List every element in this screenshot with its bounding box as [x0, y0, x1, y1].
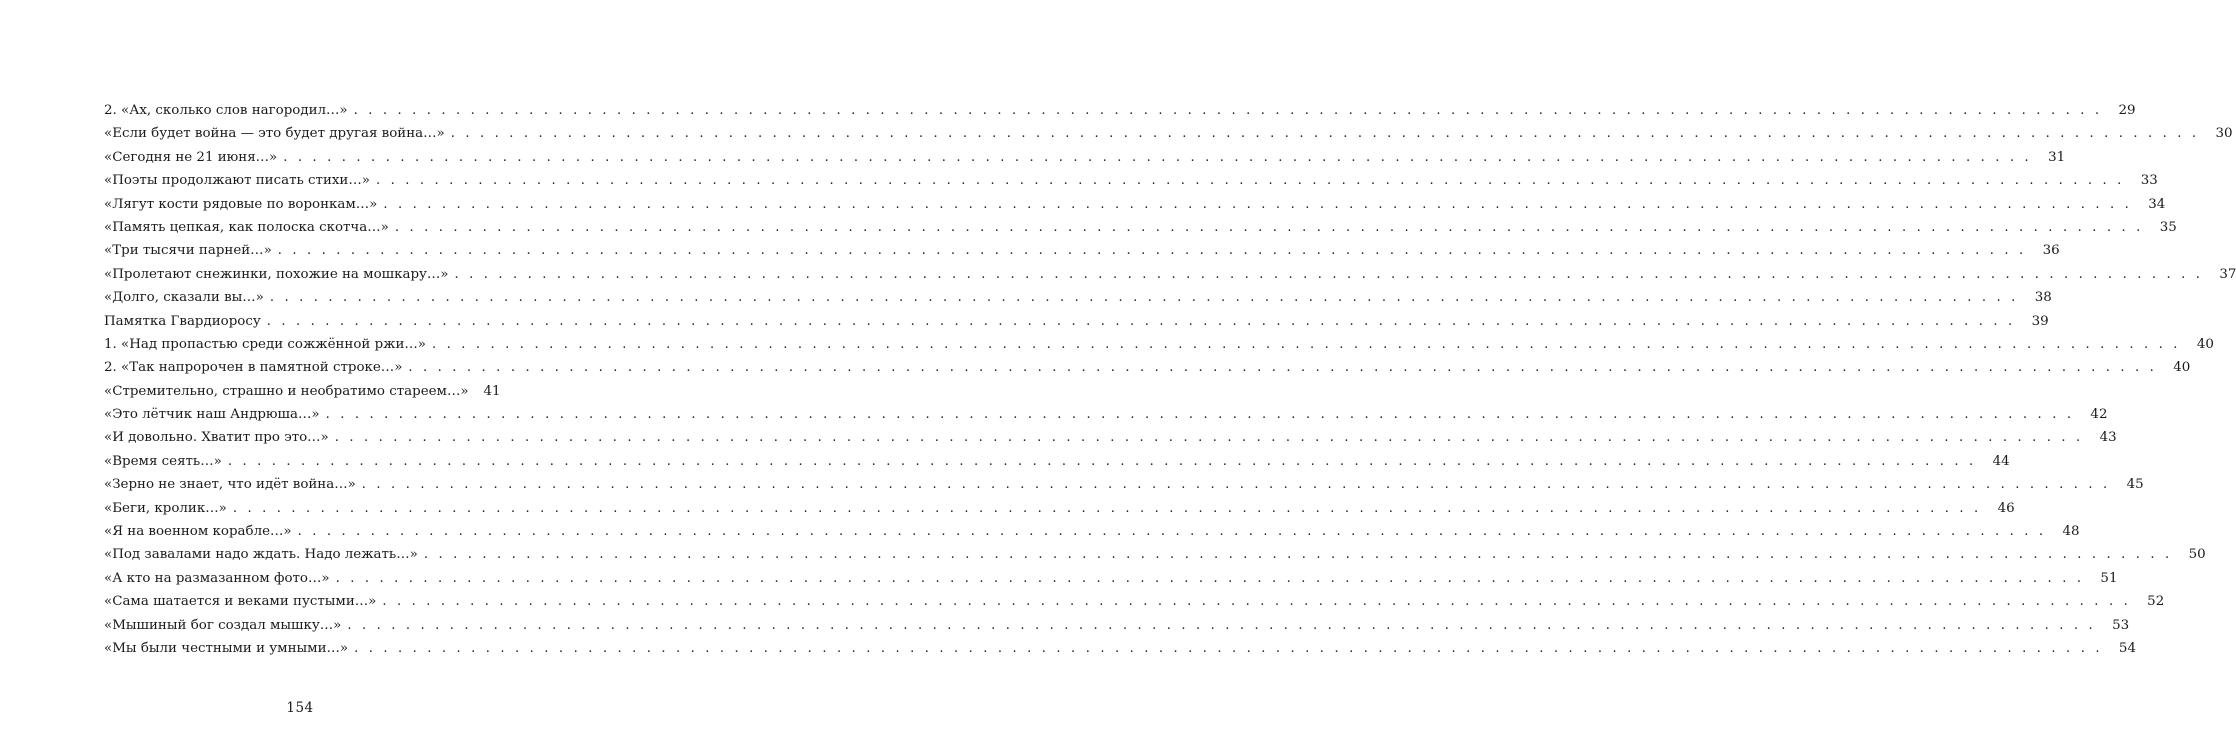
dot-leader: ........................................................................................................................ [232, 500, 1989, 516]
toc-entry-title: «Память цепкая, как полоска скотча…» [104, 219, 389, 235]
toc-entry-title: «Мы были честными и умными…» [104, 640, 349, 656]
toc-entry [104, 216, 2177, 239]
dot-leader: ........................................................................................................................ [277, 243, 2034, 259]
dot-leader: ........................................................................................................................ [361, 477, 2118, 493]
toc-entry [104, 310, 2049, 333]
toc-entry [104, 99, 2136, 122]
toc-entry [104, 567, 2118, 590]
toc-entry-page-number: 35 [2159, 219, 2177, 235]
dot-leader: ........................................................................................................................ [375, 173, 2132, 189]
dot-leader: ........................................................................................................................ [394, 219, 2151, 235]
page-number: 154 [286, 700, 314, 716]
toc-entry-page-number: 45 [2126, 477, 2144, 493]
toc-entry-title: 1. «Над пропастью среди сожжённой ржи…» [104, 336, 427, 352]
dot-leader: ........................................................................................................................ [266, 313, 2023, 329]
dot-leader: ........................................................................................................................ [297, 524, 2054, 540]
toc-entry-title: «Стремительно, страшно и необратимо стареем…» [104, 383, 469, 399]
toc-entry [104, 614, 2130, 637]
toc-entry-page-number: 41 [483, 383, 501, 399]
toc-entry-page-number: 39 [2031, 313, 2049, 329]
toc-entry-title: «Я на военном корабле…» [104, 524, 292, 540]
toc-entry-page-number: 50 [2188, 547, 2206, 563]
toc-entry [104, 263, 2236, 286]
toc-entry-title: «Мышиный бог создал мышку…» [104, 617, 342, 633]
toc-entry [104, 403, 2108, 426]
toc-entry [104, 543, 2206, 566]
toc-entry-page-number: 43 [2099, 430, 2117, 446]
toc-entry-page-number: 48 [2062, 524, 2080, 540]
toc-entry [104, 122, 2233, 145]
toc-entry-page-number: 51 [2100, 570, 2118, 586]
toc-entry [104, 637, 2136, 660]
toc-entry-title: «Беги, кролик…» [104, 500, 227, 516]
toc-entry [104, 286, 2052, 309]
dot-leader: ........................................................................................................................ [335, 570, 2092, 586]
dot-leader: ........................................................................................................................ [353, 103, 2110, 118]
dot-leader: ........................................................................................................................ [347, 617, 2104, 633]
toc-entry-page-number: 40 [2173, 360, 2191, 376]
toc-entry-title: 2. «Так напророчен в памятной строке…» [104, 360, 403, 376]
toc-entry-title: «Сегодня не 21 июня…» [104, 149, 278, 165]
toc-entry-page-number: 52 [2147, 594, 2165, 610]
toc-entry [104, 473, 2144, 496]
toc-entry [104, 590, 2165, 613]
toc-entry [104, 497, 2015, 520]
toc-entry-title: «Долго, сказали вы…» [104, 290, 264, 306]
table-of-contents [104, 99, 2236, 660]
toc-entry-title: «Зерно не знает, что идёт война…» [104, 477, 356, 493]
toc-entry-page-number: 44 [1992, 453, 2010, 469]
toc-entry-page-number: 42 [2090, 407, 2108, 423]
toc-entry [104, 146, 2066, 169]
toc-entry-page-number: 38 [2034, 290, 2052, 306]
toc-entry-title: «Поэты продолжают писать стихи…» [104, 173, 370, 189]
toc-entry-title: «Лягут кости рядовые по воронкам…» [104, 196, 378, 212]
dot-leader: ........................................................................................................................ [227, 453, 1984, 469]
toc-entry-title: «Это лётчик наш Андрюша…» [104, 407, 320, 423]
toc-entry [104, 356, 2191, 379]
toc-entry-page-number: 36 [2042, 243, 2060, 259]
toc-entry [104, 193, 2166, 216]
toc-entry-title: «Время сеять…» [104, 453, 222, 469]
dot-leader: ........................................................................................................................ [450, 126, 2207, 142]
toc-entry-title: 2. «Ах, сколько слов нагородил…» [104, 103, 348, 118]
toc-entry-title: Памятка Гвардиоросу [104, 313, 261, 329]
dot-leader: ........................................................................................................................ [432, 336, 2188, 352]
toc-entry [104, 380, 501, 403]
dot-leader: ........................................................................................................................ [334, 430, 2091, 446]
toc-entry-page-number: 40 [2196, 336, 2214, 352]
toc-entry [104, 169, 2158, 192]
dot-leader: ........................................................................................................................ [269, 290, 2026, 306]
dot-leader: ........................................................................................................................ [354, 640, 2110, 656]
toc-entry [104, 450, 2010, 473]
toc-entry-title: «Три тысячи парней…» [104, 243, 272, 259]
toc-entry-title: «Сама шатается и веками пустыми…» [104, 594, 377, 610]
dot-leader: ........................................................................................................................ [408, 360, 2165, 376]
toc-entry-title: «А кто на размазанном фото…» [104, 570, 330, 586]
toc-entry-title: «Под завалами надо ждать. Надо лежать…» [104, 547, 418, 563]
toc-entry [104, 426, 2117, 449]
toc-entry-title: «Если будет война — это будет другая война…» [104, 126, 445, 142]
toc-entry-page-number: 53 [2112, 617, 2130, 633]
dot-leader: ........................................................................................................................ [283, 149, 2040, 165]
toc-entry-page-number: 37 [2219, 266, 2236, 282]
toc-entry-page-number: 54 [2118, 640, 2136, 656]
toc-entry-page-number: 46 [1997, 500, 2015, 516]
toc-entry-page-number: 33 [2140, 173, 2158, 189]
toc-entry [104, 239, 2060, 262]
dot-leader: ........................................................................................................................ [383, 196, 2140, 212]
toc-entry [104, 333, 2214, 356]
toc-entry-page-number: 29 [2118, 103, 2136, 118]
toc-entry-page-number: 31 [2048, 149, 2066, 165]
toc-entry-title: «Пролетают снежинки, похожие на мошкару…» [104, 266, 449, 282]
dot-leader: ........................................................................................................................ [423, 547, 2180, 563]
toc-entry-page-number: 34 [2148, 196, 2166, 212]
dot-leader: ........................................................................................................................ [382, 594, 2139, 610]
toc-entry [104, 520, 2080, 543]
toc-entry-page-number: 30 [2215, 126, 2233, 142]
dot-leader: ........................................................................................................................ [454, 266, 2211, 282]
dot-leader: ........................................................................................................................ [325, 407, 2082, 423]
toc-entry-title: «И довольно. Хватит про это…» [104, 430, 329, 446]
